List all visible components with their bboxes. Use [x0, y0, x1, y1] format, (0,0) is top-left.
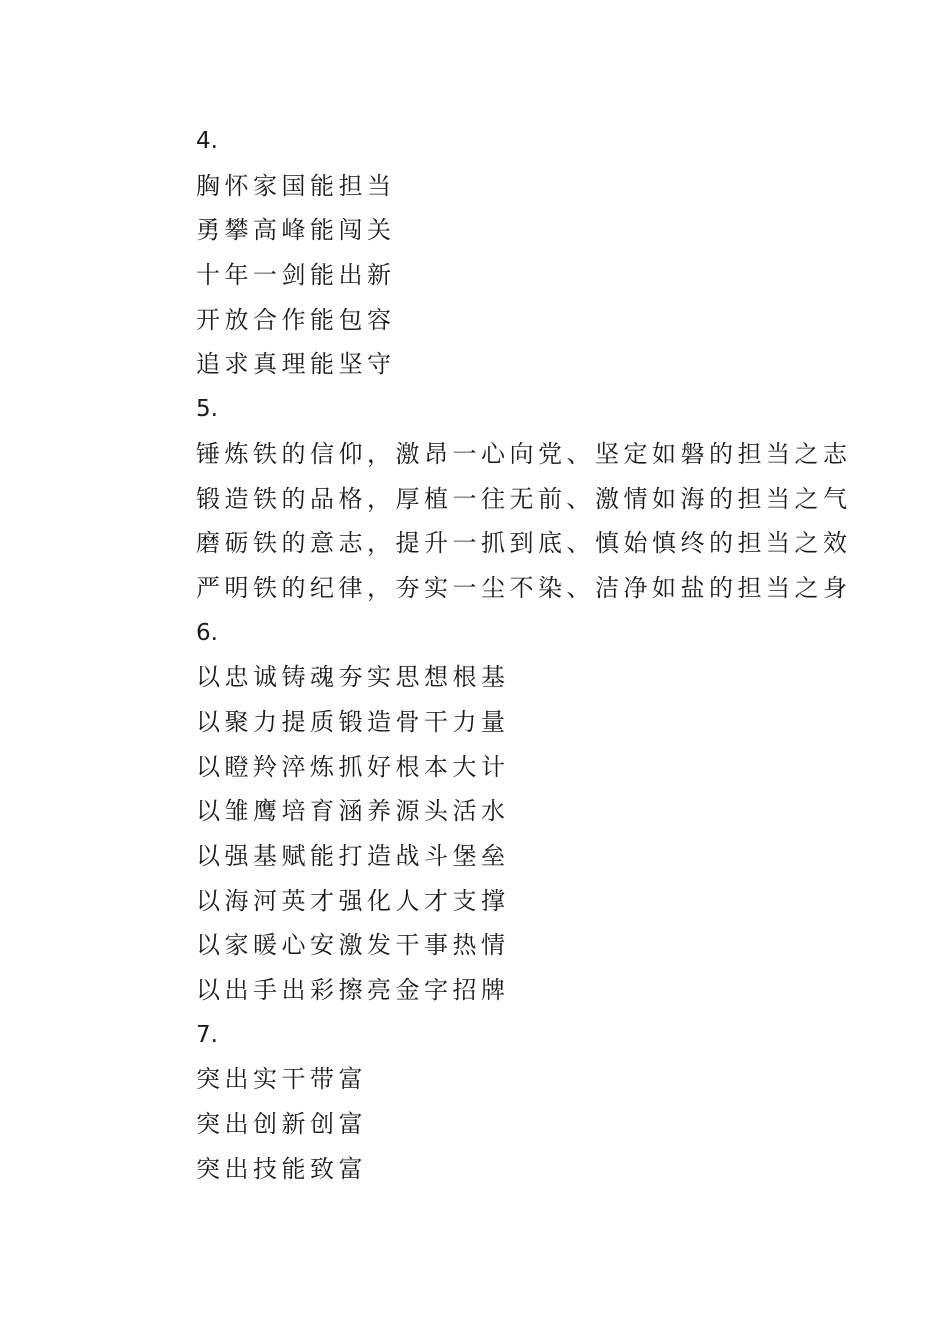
text-line: 十年一剑能出新 — [196, 261, 396, 290]
text-line: 突出创新创富 — [196, 1110, 367, 1139]
section-number: 7. — [196, 1021, 218, 1048]
section-number: 6. — [196, 619, 218, 646]
text-line: 以聚力提质锻造骨干力量 — [196, 707, 510, 736]
section-number: 5. — [196, 396, 218, 423]
document-body — [196, 119, 852, 1192]
text-line: 以雏鹰培育涵养源头活水 — [196, 797, 510, 826]
text-line: 突出实干带富 — [196, 1065, 367, 1094]
text-line: 严明铁的纪律，夯实一尘不染、洁净如盐的担当之身 — [196, 573, 852, 602]
text-line: 突出技能致富 — [196, 1154, 367, 1183]
text-line: 胸怀家国能担当 — [196, 171, 396, 200]
text-line: 以出手出彩擦亮金字招牌 — [196, 976, 510, 1005]
text-line: 开放合作能包容 — [196, 305, 396, 334]
text-line: 以海河英才强化人才支撑 — [196, 886, 510, 915]
text-line: 磨砺铁的意志，提升一抓到底、慎始慎终的担当之效 — [196, 529, 852, 558]
text-line: 追求真理能坚守 — [196, 350, 396, 379]
text-line: 勇攀高峰能闯关 — [196, 216, 396, 245]
text-line: 锤炼铁的信仰，激昂一心向党、坚定如磐的担当之志 — [196, 439, 852, 468]
section-number: 4. — [196, 128, 218, 154]
text-line: 以瞪羚淬炼抓好根本大计 — [196, 752, 510, 781]
text-line: 以忠诚铸魂夯实思想根基 — [196, 663, 510, 692]
text-line: 以家暖心安激发干事热情 — [196, 931, 510, 960]
text-line: 锻造铁的品格，厚植一往无前、激情如海的担当之气 — [196, 484, 852, 513]
text-line: 以强基赋能打造战斗堡垒 — [196, 842, 510, 870]
